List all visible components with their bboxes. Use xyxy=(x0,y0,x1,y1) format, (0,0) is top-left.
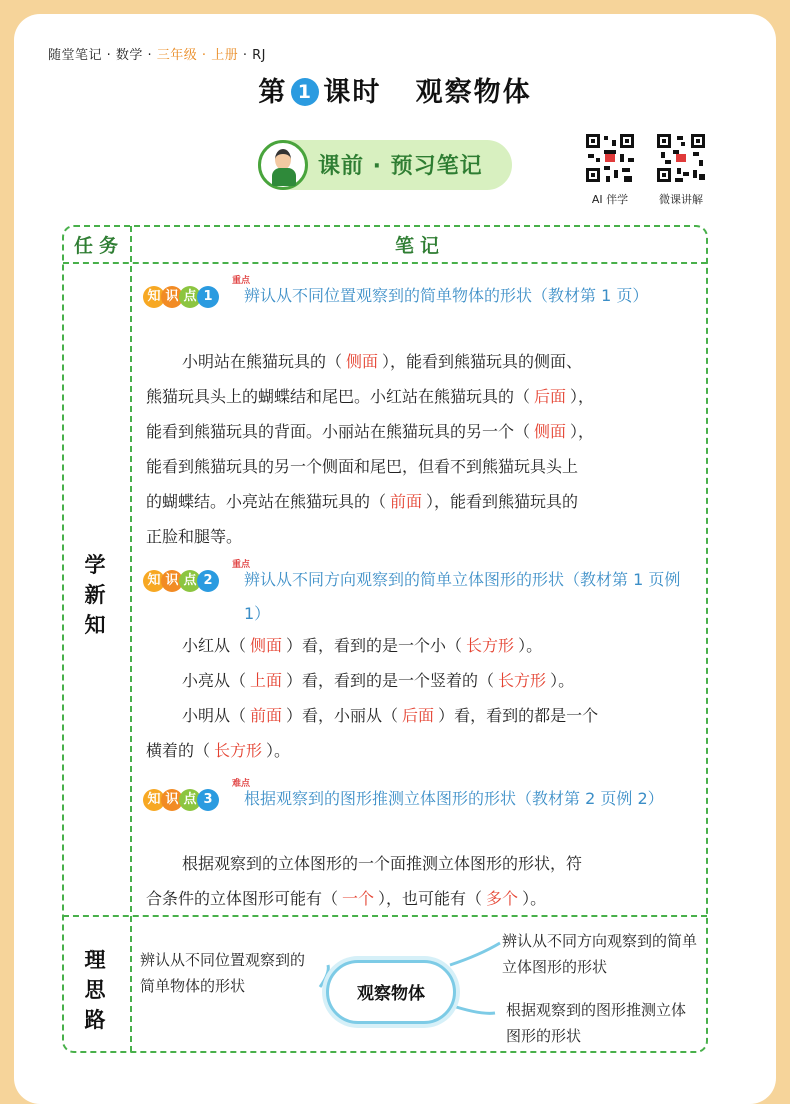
body-line: 小明从（ 前面 ）看，小丽从（ 后面 ）看，看到的都是一个 xyxy=(182,706,599,725)
lesson-prefix: 第 xyxy=(258,77,288,108)
knowledge-point-title-2: 辨认从不同方向观察到的简单立体图形的形状（教材第 1 页例 1） xyxy=(244,570,681,623)
badge-char: 点 xyxy=(179,570,201,592)
knowledge-point-title-1: 辨认从不同位置观察到的简单物体的形状（教材第 1 页） xyxy=(244,286,649,305)
section-label-char: 路 xyxy=(84,1008,106,1032)
badge-number: 2 xyxy=(197,570,219,592)
lesson-title xyxy=(0,70,790,109)
body-line: 能看到熊猫玩具的背面。小丽站在熊猫玩具的另一个（ 侧面 ）， xyxy=(146,422,595,441)
knowledge-point-badge-2 xyxy=(143,569,215,595)
table-header-divider xyxy=(63,262,707,264)
answer-text: 前面 xyxy=(250,706,283,725)
student-avatar-icon xyxy=(258,140,308,190)
book-header xyxy=(48,44,266,63)
badge-number: 3 xyxy=(197,789,219,811)
knowledge-point-body-2 xyxy=(146,628,698,768)
grade-text: 三年级 · 上册 xyxy=(156,48,239,63)
answer-text: 侧面 xyxy=(250,636,283,655)
badge-char: 识 xyxy=(161,570,183,592)
column-header-notes: 笔记 xyxy=(395,235,446,257)
body-line: 小亮从（ 上面 ）看，看到的是一个竖着的（ 长方形 ）。 xyxy=(182,671,575,690)
body-line: 的蝴蝶结。小亮站在熊猫玩具的（ 前面 ），能看到熊猫玩具的 xyxy=(146,492,579,511)
preview-banner-text: 课前 · 预习笔记 xyxy=(318,154,483,179)
body-line: 正脸和腿等。 xyxy=(146,527,243,546)
section-label-learn xyxy=(80,550,110,640)
section-label-char: 知 xyxy=(84,613,106,637)
body-line: 熊猫玩具头上的蝴蝶结和尾巴。小红站在熊猫玩具的（ 后面 ）， xyxy=(146,387,595,406)
answer-text: 前面 xyxy=(390,492,423,511)
body-line: 小红从（ 侧面 ）看，看到的是一个小（ 长方形 ）。 xyxy=(182,636,543,655)
mind-map-center-text: 观察物体 xyxy=(357,984,425,1004)
edition-text: · RJ xyxy=(238,48,266,63)
badge-char: 知 xyxy=(143,789,165,811)
qr-label-video: 微课讲解 xyxy=(659,193,703,206)
badge-char: 识 xyxy=(161,789,183,811)
knowledge-point-badge-3 xyxy=(143,788,215,814)
answer-text: 长方形 xyxy=(466,636,515,655)
difficult-point-tag: 难点 xyxy=(232,779,251,789)
badge-char: 点 xyxy=(179,789,201,811)
body-line: 合条件的立体图形可能有（ 一个 ），也可能有（ 多个 ）。 xyxy=(146,889,547,908)
answer-text: 侧面 xyxy=(534,422,567,441)
badge-char: 点 xyxy=(179,286,201,308)
answer-text: 上面 xyxy=(250,671,283,690)
section-label-char: 理 xyxy=(84,948,106,972)
mind-map-center xyxy=(326,960,456,1024)
section-label-map xyxy=(80,945,110,1035)
section-label-char: 新 xyxy=(84,583,106,607)
knowledge-point-body-1 xyxy=(146,344,698,554)
series-text: 随堂笔记 · 数学 · xyxy=(48,48,157,63)
answer-text: 后面 xyxy=(534,387,567,406)
badge-char: 识 xyxy=(161,286,183,308)
table-column-divider xyxy=(130,226,132,1052)
section-label-char: 思 xyxy=(84,978,106,1002)
answer-text: 多个 xyxy=(486,889,519,908)
qr-code-ai-icon[interactable] xyxy=(584,132,636,184)
badge-number: 1 xyxy=(197,286,219,308)
body-line: 横着的（ 长方形 ）。 xyxy=(146,741,291,760)
section-label-char: 学 xyxy=(84,553,106,577)
mind-map-right-top-node: 辨认从不同方向观察到的简单立体图形的形状 xyxy=(502,932,698,976)
knowledge-point-body-3 xyxy=(146,846,698,916)
body-line: 能看到熊猫玩具的另一个侧面和尾巴，但看不到熊猫玩具头上 xyxy=(146,457,579,476)
answer-text: 一个 xyxy=(342,889,375,908)
answer-text: 侧面 xyxy=(346,352,379,371)
body-line: 小明站在熊猫玩具的（ 侧面 ），能看到熊猫玩具的侧面、 xyxy=(182,352,583,371)
knowledge-point-title-3: 根据观察到的图形推测立体图形的形状（教材第 2 页例 2） xyxy=(244,789,664,808)
mind-map-left-node: 辨认从不同位置观察到的简单物体的形状 xyxy=(140,951,306,995)
badge-char: 知 xyxy=(143,286,165,308)
key-point-tag: 重点 xyxy=(232,560,251,570)
mind-map-right-bottom-node: 根据观察到的图形推测立体图形的形状 xyxy=(506,1001,687,1045)
answer-text: 长方形 xyxy=(498,671,547,690)
lesson-topic: 观察物体 xyxy=(415,77,532,108)
preview-banner xyxy=(258,140,512,190)
lesson-number-badge: 1 xyxy=(291,78,319,106)
qr-label-ai: AI 伴学 xyxy=(591,193,629,206)
qr-code-video-icon[interactable] xyxy=(655,132,707,184)
lesson-suffix: 课时 xyxy=(323,77,382,108)
answer-text: 后面 xyxy=(402,706,435,725)
badge-char: 知 xyxy=(143,570,165,592)
knowledge-point-badge-1 xyxy=(143,285,215,311)
answer-text: 长方形 xyxy=(214,741,263,760)
body-line: 根据观察到的立体图形的一个面推测立体图形的形状，符 xyxy=(182,854,583,873)
column-header-task: 任务 xyxy=(74,235,125,257)
key-point-tag: 重点 xyxy=(232,276,251,286)
